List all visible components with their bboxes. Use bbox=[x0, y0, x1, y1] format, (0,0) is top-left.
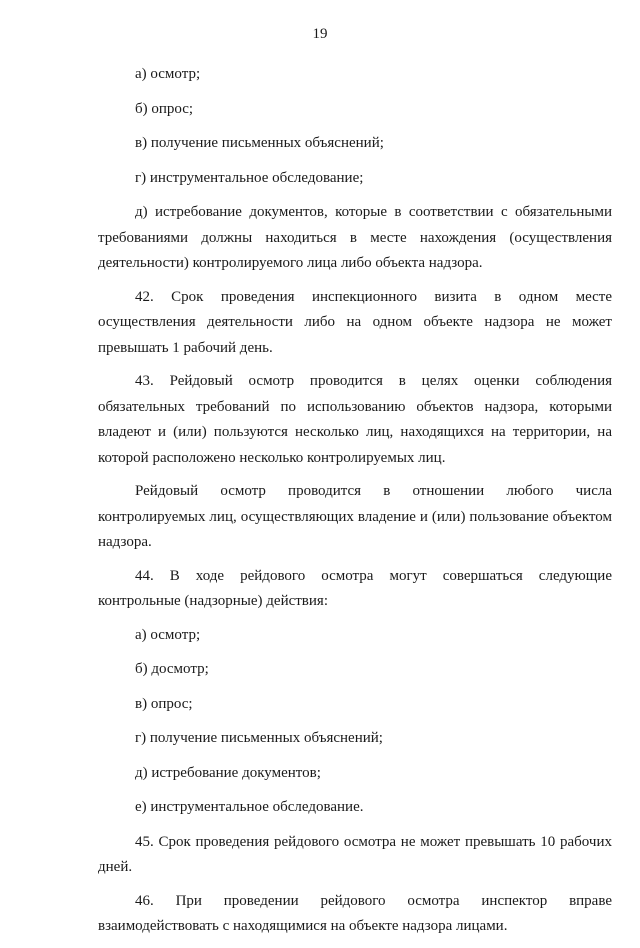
paragraph-43-continued: Рейдовый осмотр проводится в отношении любого числа контролируемых лиц, осуществляющих владение и (или) пользование объектом надзора. bbox=[98, 483, 612, 550]
document-body bbox=[98, 62, 612, 948]
paragraph-44: 44. В ходе рейдового осмотра могут совершаться следующие контрольные (надзорные) действия: bbox=[98, 567, 612, 609]
list-item-g: г) инструментальное обследование; bbox=[135, 169, 364, 186]
list-item-v: в) получение письменных объяснений; bbox=[135, 135, 384, 151]
list-item-d: д) истребование документов, которые в соответствии с обязательными требованиями должны находиться в месте нахождения (осуществления деятельности) контролируемого лица либо объекта надзора. bbox=[98, 204, 612, 271]
list-item-a: а) осмотр; bbox=[135, 626, 201, 643]
paragraph-43: 43. Рейдовый осмотр проводится в целях оценки соблюдения обязательных требований по использованию объектов надзора, которыми владеют и (или) пользуются несколько лиц, находящихся на территории, на которой расположено несколько контролируемых лиц. bbox=[98, 373, 612, 466]
list-item-g: г) получение письменных объяснений; bbox=[135, 730, 383, 746]
list-item-e: е) инструментальное обследование. bbox=[135, 799, 364, 815]
paragraph-46: 46. При проведении рейдового осмотра инспектор вправе взаимодействовать с находящимися на объекте надзора лицами. bbox=[98, 892, 612, 934]
list-item-a: а) осмотр; bbox=[135, 66, 201, 82]
list-item-v: в) опрос; bbox=[135, 695, 193, 712]
list-item-d: д) истребование документов; bbox=[135, 764, 321, 781]
list-item-b: б) опрос; bbox=[135, 100, 194, 117]
paragraph-45: 45. Срок проведения рейдового осмотра не может превышать 10 рабочих дней. bbox=[98, 833, 612, 875]
list-item-b: б) досмотр; bbox=[135, 661, 209, 677]
page-number: 19 bbox=[312, 26, 328, 42]
paragraph-42: 42. Срок проведения инспекционного визита в одном месте осуществления деятельности либо на одном объекте надзора не может превышать 1 рабочий день. bbox=[98, 288, 612, 356]
